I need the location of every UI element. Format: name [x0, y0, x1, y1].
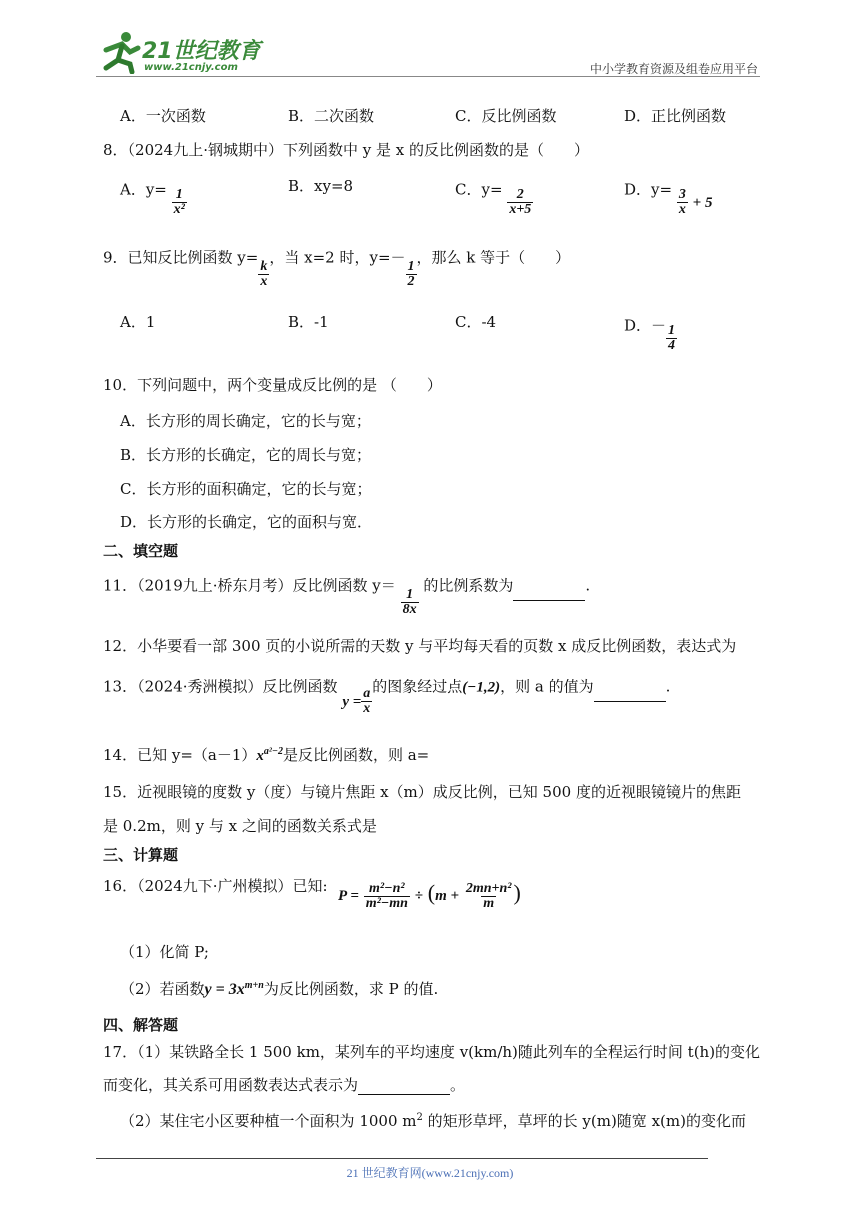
logo-url: www.21cnjy.com: [144, 62, 238, 73]
runner-logo-icon: [96, 30, 146, 74]
q13-answer-blank: [594, 685, 666, 702]
q10-option-d: D．长方形的长确定，它的面积与宽．: [120, 513, 373, 531]
header-tagline: 中小学教育资源及组卷应用平台: [589, 62, 758, 76]
q7-option-a: A．一次函数: [120, 107, 206, 125]
q8-option-a: A．y= $\frac{1}{\text{x²}}$: [120, 180, 185, 217]
q10-option-c: C．长方形的面积确定，它的长与宽；: [120, 480, 372, 498]
q10-option-a: A．长方形的周长确定，它的长与宽；: [120, 412, 371, 430]
section-fill-in: 二、填空题: [103, 542, 179, 560]
q8-option-b: B．xy=8: [288, 177, 354, 195]
q17-line3: （2）某住宅小区要种植一个面积为 1000 $m^2$ 的矩形草坪，草坪的长 y(m)随宽 x(m)的变化而: [120, 1112, 746, 1130]
q17-line1: 17．（1）某铁路全长 1 500 km，某列车的平均速度 v(km/h)随此列车的全程运行时间 t(h)的变化: [103, 1043, 761, 1061]
q13: 13．（2024·秀洲模拟）反比例函数 y = $\frac{a}{x}$ 的图象经过点(−1,2)，则 a 的值为 .: [103, 677, 671, 716]
q17-answer-blank: [358, 1078, 450, 1095]
q9-option-b: B．-1: [288, 313, 329, 331]
section-answer: 四、解答题: [103, 1016, 179, 1034]
q8-stem: 8．（2024九上·钢城期中）下列函数中 y 是 x 的反比例函数的是（ ）: [103, 141, 589, 159]
footer-divider: [96, 1158, 708, 1159]
q14: 14．已知 $y=(a-1)x^{a^2-2}$是反比例函数，则 a=: [103, 746, 430, 764]
q15-line1: 15．近视眼镜的度数 y（度）与镜片焦距 x（m）成反比例，已知 500 度的近视眼镜镜片的焦距: [103, 783, 741, 801]
q10-option-b: B．长方形的长确定，它的周长与宽；: [120, 446, 372, 464]
section-calculation: 三、计算题: [103, 846, 179, 864]
q9-stem: 9．已知反比例函数 y= $\frac{k}{x}$ ，当 x=2 时，y=－ $\frac{1}{2}$ ，那么 k 等于（ ）: [103, 248, 571, 289]
footer-text: 21 世纪教育网(www.21cnjy.com): [346, 1166, 514, 1180]
q11-answer-blank: [513, 584, 585, 601]
q9-option-c: C．-4: [455, 313, 497, 331]
q7-option-c: C．反比例函数: [455, 107, 557, 125]
q16-part1: （1）化简 P;: [120, 943, 209, 961]
header-divider: [96, 76, 760, 77]
q7-option-b: B．二次函数: [288, 107, 375, 125]
q16-stem: 16．（2024九下·广州模拟）已知:: [103, 877, 328, 895]
q7-option-d: D．正比例函数: [624, 107, 727, 125]
q9-option-a: A．1: [120, 313, 156, 331]
q8-option-d: D．y= $\frac{3}{x}$ + 5: [624, 180, 713, 217]
logo: [96, 30, 266, 76]
logo-text: 21世纪教育: [142, 39, 261, 64]
q12: 12．小华要看一部 300 页的小说所需的天数 y 与平均每天看的页数 x 成反比例函数，表达式为: [103, 637, 737, 655]
q15-line2: 是 0.2m，则 y 与 x 之间的函数关系式是: [103, 817, 377, 835]
q11: 11．（2019九上·桥东月考）反比例函数 y＝ $\frac{1}{8x}$ 的比例系数为 .: [103, 576, 591, 617]
q17-line2: 而变化，其关系可用函数表达式表示为 。: [103, 1076, 466, 1094]
q16-part2: （2）若函数$y = 3x^{m+n}$为反比例函数，求 P 的值.: [120, 980, 439, 998]
q9-option-d: D．－ $\frac{1}{4}$: [624, 316, 676, 353]
q8-option-c: C．y= $\frac{2}{x+5}$: [455, 180, 532, 217]
q10-stem: 10．下列问题中，两个变量成反比例的是 （ ）: [103, 376, 442, 394]
q16-formula: P = $\frac{\text{m²−n²}}{\text{m²−mn}}$ ÷ (m + $\frac{\text{2mn+n²}}{m}$ ): [338, 880, 521, 911]
